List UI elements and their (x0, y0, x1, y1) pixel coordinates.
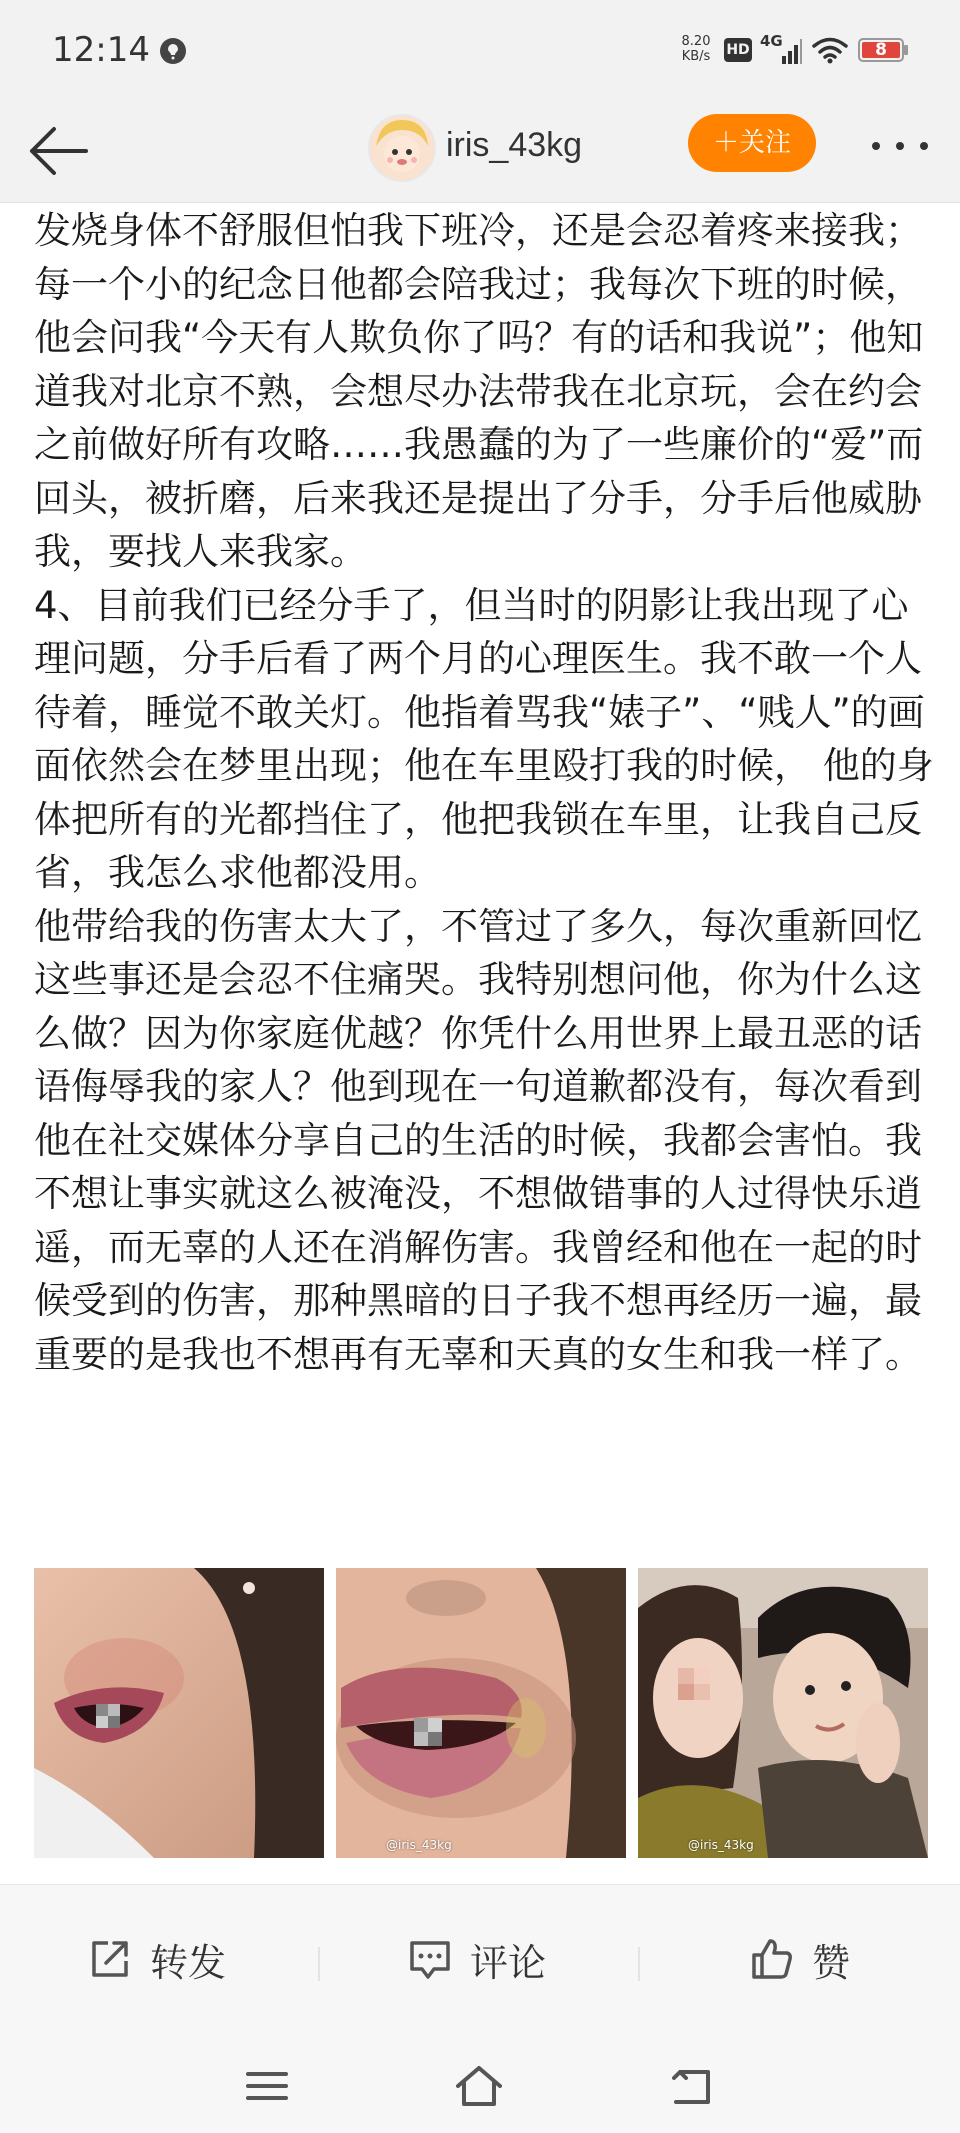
repost-label: 转发 (150, 1940, 227, 1985)
post-paragraph: 4、目前我们已经分手了，但当时的阴影让我出现了心理问题，分手后看了两个月的心理医生。我不敢一个人待着，睡觉不敢关灯。他指着骂我“婊子”、“贱人”的画面依然会在梦里出现；他在车里殴打我的时候， 他的身体把所有的光都挡住了，他把我锁在车里，让我自己反省，我怎么求他都没用。 (34, 583, 934, 894)
action-divider (318, 1947, 320, 1981)
wifi-icon (812, 36, 848, 64)
thumbs-up-icon (750, 1937, 794, 1981)
battery-level: 8 (875, 40, 887, 60)
status-bar (0, 0, 960, 100)
share-icon (88, 1937, 132, 1981)
username[interactable]: iris_43kg (446, 126, 583, 164)
status-time: 12:14 (52, 30, 150, 70)
net-speed (676, 34, 716, 64)
comment-button[interactable] (408, 1931, 546, 1987)
action-divider (638, 1947, 640, 1981)
comment-label: 评论 (470, 1940, 547, 1985)
more-dots-icon[interactable] (866, 130, 936, 160)
net-speed-unit: KB/s (681, 49, 711, 64)
home-icon[interactable] (454, 2064, 504, 2108)
return-icon[interactable] (668, 2064, 718, 2108)
battery-cap (904, 45, 908, 55)
menu-icon[interactable] (242, 2064, 292, 2108)
hd-badge: HD (724, 38, 752, 62)
repost-button[interactable] (88, 1931, 226, 1987)
network-type-label: 4G (760, 32, 783, 50)
follow-button[interactable]: ＋关注 (688, 114, 816, 172)
photo-watermark: @iris_43kg (386, 1838, 452, 1852)
net-speed-value: 8.20 (681, 34, 711, 49)
action-bar (0, 1884, 960, 2035)
back-arrow-icon[interactable] (24, 120, 94, 182)
nav-header (0, 100, 960, 203)
injury-photo-2[interactable] (336, 1568, 626, 1858)
comment-icon (408, 1937, 452, 1981)
post-body (34, 204, 934, 1381)
couple-photo[interactable] (638, 1568, 928, 1858)
like-button[interactable] (750, 1931, 850, 1987)
avatar[interactable] (368, 114, 436, 182)
photo-watermark: @iris_43kg (688, 1838, 754, 1852)
injury-photo-1[interactable] (34, 1568, 324, 1858)
avatar-image (370, 116, 434, 180)
post-paragraph: 发烧身体不舒服但怕我下班冷，还是会忍着疼来接我；每一个小的纪念日他都会陪我过；我每次下班的时候，他会问我“今天有人欺负你了吗？有的话和我说”；他知道我对北京不熟，会想尽办法带我在北京玩，会在约会之前做好所有攻略……我愚蠢的为了一些廉价的“爱”而回头，被折磨，后来我还是提出了分手，分手后他威胁我，要找人来我家。 (34, 209, 924, 573)
post-paragraph: 他带给我的伤害太大了，不管过了多久，每次重新回忆这些事还是会忍不住痛哭。我特别想问他，你为什么这么做？因为你家庭优越？你凭什么用世界上最丑恶的话语侮辱我的家人？他到现在一句道歉都没有，每次看到他在社交媒体分享自己的生活的时候，我都会害怕。我不想让事实就这么被淹没，不想做错事的人过得快乐逍遥，而无辜的人还在消解伤害。我曾经和他在一起的时候受到的伤害，那种黑暗的日子我不想再经历一遍，最重要的是我也不想再有无辜和天真的女生和我一样了。 (34, 904, 922, 1376)
like-label: 赞 (812, 1940, 851, 1985)
system-nav-bar (0, 2034, 960, 2133)
image-grid (34, 1568, 928, 1858)
notification-bubble-icon (158, 36, 188, 66)
